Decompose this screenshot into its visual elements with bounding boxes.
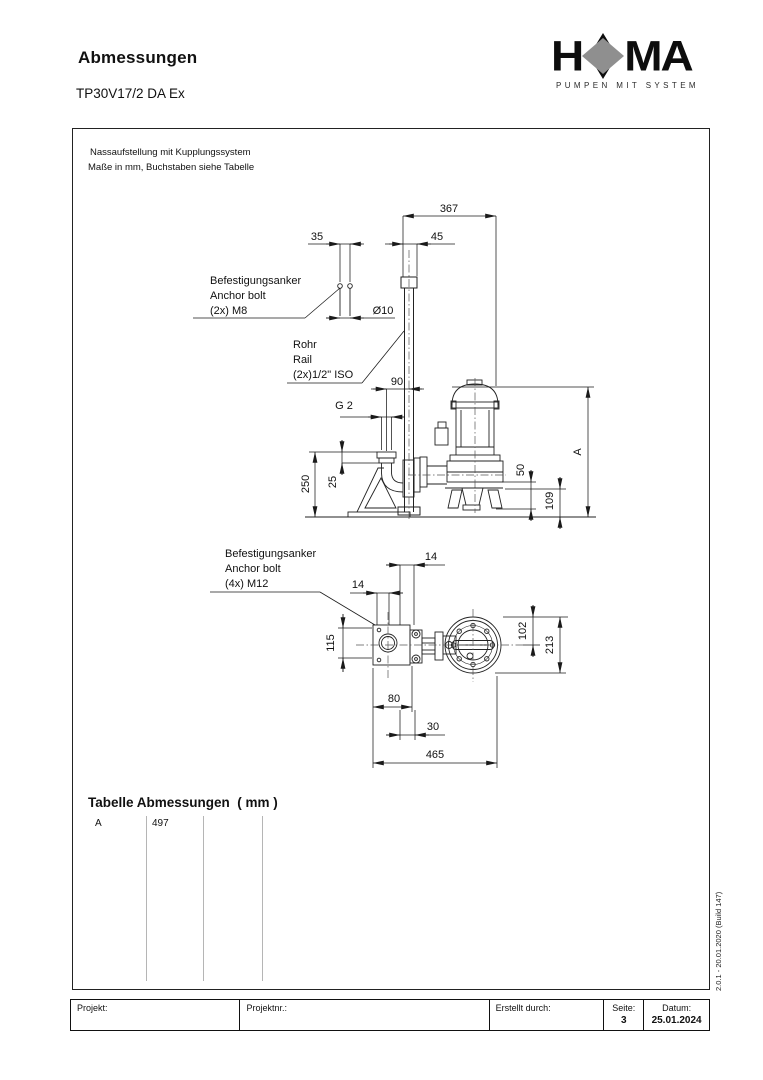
lower-view [356,609,523,682]
seite-label: Seite: [612,1003,636,1013]
label-rail-1: Rohr [293,339,317,351]
units-note: Maße in mm, Buchstaben siehe Tabelle [88,162,255,173]
version-build-text: 2.0.1 - 20.01.2020 (Build 147) [714,891,723,991]
footer-erstellt-cell [490,1000,605,1030]
dim-45: 45 [430,231,444,243]
dim-367: 367 [439,203,459,215]
label-anchor-bolt-bottom-1: Befestigungsanker [225,548,317,560]
table-row-value: 497 [152,818,169,829]
footer-seite-cell [604,1000,644,1030]
label-anchor-bolt-bottom-3: (4x) M12 [225,578,269,590]
erstellt-durch-label: Erstellt durch: [495,1003,551,1013]
dim-g2: G 2 [335,400,353,412]
dim-A: A [572,448,584,456]
installation-note: Nassaufstellung mit Kupplungssystem [90,147,251,158]
label-anchor-bolt-top-2: Anchor bolt [210,290,266,302]
pump-type-subtitle: TP30V17/2 DA Ex [76,86,185,101]
pump-side-view [420,380,503,510]
dim-80: 80 [387,693,401,705]
dim-213: 213 [544,635,556,655]
dim-250: 250 [300,474,312,494]
label-anchor-bolt-top-3: (2x) M8 [210,305,248,317]
logo-letter-ma: MA [624,32,692,80]
footer-projektnr-cell [240,1000,489,1030]
dimension-texts-lower [225,548,556,761]
footer-title-block [70,999,710,1031]
logo-letter-h: H [551,32,583,80]
label-anchor-bolt-top-1: Befestigungsanker [210,275,302,287]
pedestal [348,468,410,517]
projektnr-label: Projektnr.: [246,1003,287,1013]
dim-14-lower: 14 [351,579,365,591]
dim-14-upper: 14 [424,551,438,563]
dim-115: 115 [325,634,337,652]
dimension-texts-upper [210,203,584,510]
datum-value: 25.01.2024 [651,1015,702,1026]
footer-projekt-cell [71,1000,240,1030]
table-column-divider [203,816,204,981]
center-lines-lower [356,609,523,682]
dimensions-lower [210,565,568,768]
label-anchor-bolt-bottom-2: Anchor bolt [225,563,281,575]
table-column-divider [146,816,147,981]
dim-30: 30 [426,721,440,733]
table-column-divider [262,816,263,981]
dim-35: 35 [310,231,324,243]
dim-90: 90 [390,376,404,388]
dim-109: 109 [544,491,556,511]
upper-view [305,250,596,519]
center-lines-upper [408,250,506,519]
dim-diameter-10: Ø10 [372,305,394,317]
page-title: Abmessungen [78,48,198,67]
dim-102: 102 [517,621,529,641]
dimensions-upper [193,216,594,529]
table-row-letter: A [95,818,102,829]
dim-25: 25 [327,475,339,489]
seite-value: 3 [620,1015,627,1026]
logo-tagline: PUMPEN MIT SYSTEM [556,81,699,90]
table-title: Tabelle Abmessungen ( mm ) [88,795,278,810]
label-rail-3: (2x)1/2" ISO [293,369,354,381]
dim-50: 50 [515,463,527,477]
datum-label: Datum: [662,1003,692,1013]
projekt-label: Projekt: [77,1003,108,1013]
footer-datum-cell [644,1000,709,1030]
dim-465: 465 [425,749,445,761]
label-rail-2: Rail [293,354,312,366]
